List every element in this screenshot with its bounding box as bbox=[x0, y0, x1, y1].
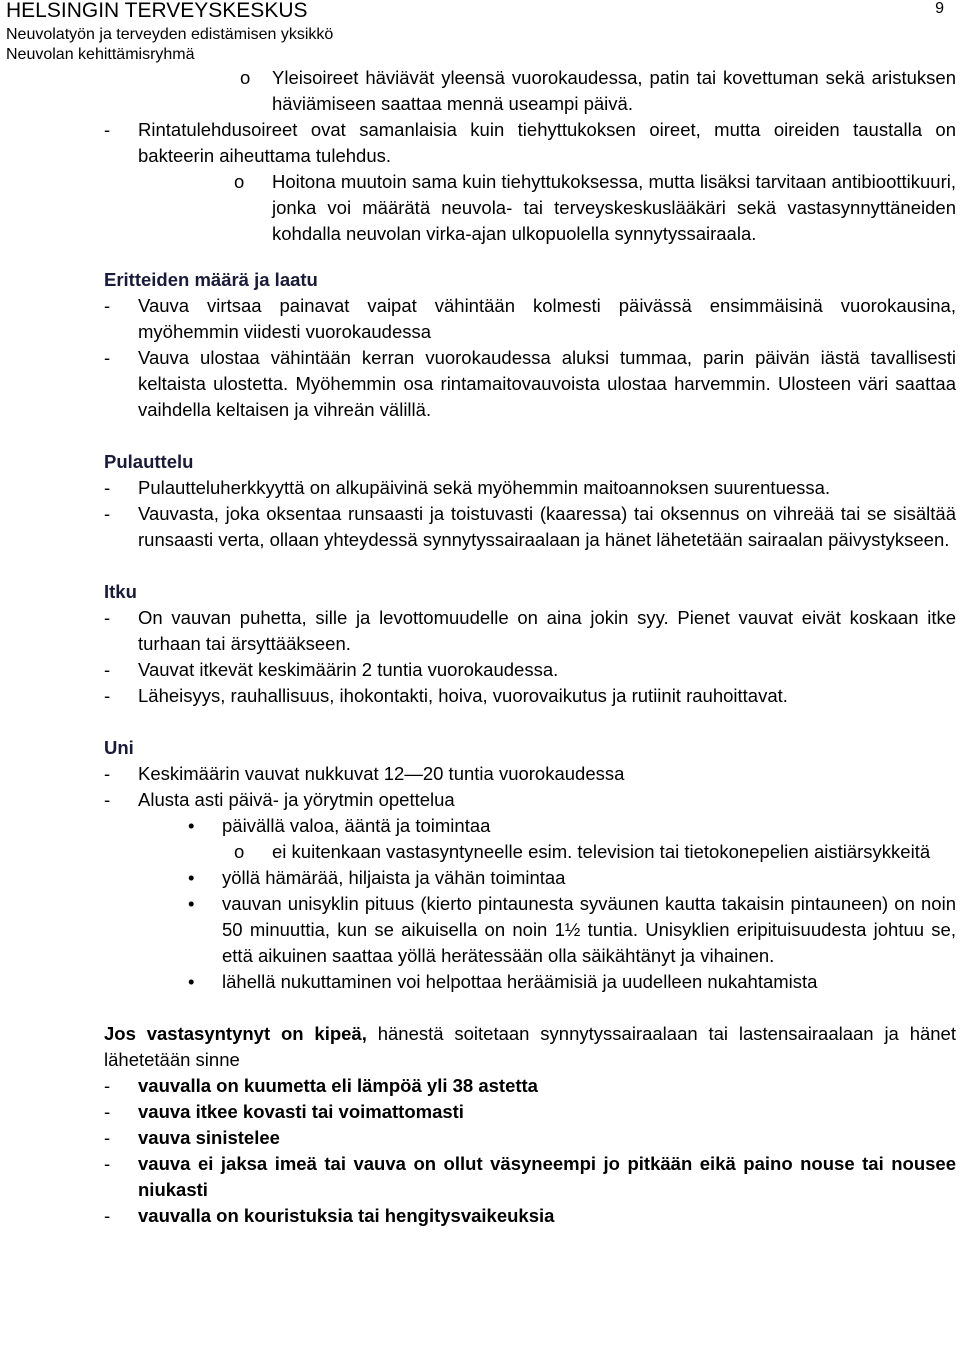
unit-name: Neuvolatyön ja terveyden edistämisen yksikkö bbox=[6, 26, 334, 43]
list-item-text: Vauvasta, joka oksentaa runsaasti ja toistuvasti (kaaressa) tai oksennus on vihreää tai se sisältää runsaasti verta, ollaan yhteydessä synnytyssairaalaan ja hänet lähetetään sairaalan päivystykseen. bbox=[138, 503, 956, 550]
circle-marker: o bbox=[240, 67, 251, 88]
section-heading: Itku bbox=[104, 581, 137, 602]
list-item-text: Vauva virtsaa painavat vaipat vähintään kolmesti päivässä ensimmäisinä vuorokausina, myöhemmin viidesti vuorokaudessa bbox=[138, 295, 956, 342]
bullet-marker: • bbox=[188, 867, 195, 888]
list-item-text: lähellä nukuttaminen voi helpottaa heräämisiä ja uudelleen nukahtamista bbox=[222, 971, 818, 992]
list-item-text: Läheisyys, rauhallisuus, ihokontakti, hoiva, vuorovaikutus ja rutiinit rauhoittavat. bbox=[138, 685, 788, 706]
dash-marker: - bbox=[104, 789, 111, 810]
list-item-text: Rintatulehdusoireet ovat samanlaisia kuin tiehyttukoksen oireet, mutta oireiden taustalla on bakteerin aiheuttama tulehdus. bbox=[138, 119, 956, 166]
bullet-marker: • bbox=[188, 971, 195, 992]
emphasis-text: Jos vastasyntynyt on kipeä, bbox=[104, 1023, 367, 1044]
list-item-text: päivällä valoa, ääntä ja toimintaa bbox=[222, 815, 491, 836]
list-item-text: Alusta asti päivä- ja yörytmin opettelua bbox=[138, 789, 455, 810]
bullet-marker: • bbox=[188, 893, 195, 914]
dash-marker: - bbox=[104, 1101, 111, 1122]
list-item bbox=[104, 1099, 956, 1125]
list-item bbox=[104, 813, 956, 839]
list-item-text: Pulautteluherkkyyttä on alkupäivinä sekä myöhemmin maitoannoksen suurentuessa. bbox=[138, 477, 831, 498]
list-item bbox=[104, 969, 956, 995]
list-item bbox=[104, 839, 956, 865]
list-item bbox=[104, 117, 956, 169]
list-item-text: vauvalla on kouristuksia tai hengitysvaikeuksia bbox=[138, 1205, 555, 1226]
list-item bbox=[104, 1203, 956, 1229]
section-heading: Pulauttelu bbox=[104, 451, 194, 472]
list-item bbox=[104, 345, 956, 423]
dash-marker: - bbox=[104, 295, 111, 316]
list-item bbox=[104, 891, 956, 969]
dash-marker: - bbox=[104, 1075, 111, 1096]
list-item-text: vauvan unisyklin pituus (kierto pintaunesta syväunen kautta takaisin pintauneen) on noin 50 minuuttia, kun se aikuisella on noin 1½ tuntia. Unisyklien eripituisuudesta johtuu se, että aikuinen saattaa yöllä herätessään olla säikähtänyt ja vihainen. bbox=[222, 893, 956, 966]
list-item-text: Hoitona muutoin sama kuin tiehyttukoksessa, mutta lisäksi tarvitaan antibioottikuuri, jonka voi määrätä neuvola- tai terveyskeskuslääkäri sekä vastasynnyttäneiden kohdalla neuvolan virka-ajan ulkopuolella synnytyssairaala. bbox=[272, 171, 956, 244]
dash-marker: - bbox=[104, 607, 111, 628]
list-item-text: Yleisoireet häviävät yleensä vuorokaudessa, patin tai kovettuman sekä aristuksen häviämiseen saattaa mennä useampi päivä. bbox=[272, 67, 956, 114]
list-item-text: vauva itkee kovasti tai voimattomasti bbox=[138, 1101, 464, 1122]
dash-marker: - bbox=[104, 1205, 111, 1226]
page-number: 9 bbox=[935, 0, 944, 17]
dash-marker: - bbox=[104, 685, 111, 706]
list-item bbox=[104, 865, 956, 891]
list-item-text: On vauvan puhetta, sille ja levottomuudelle on aina jokin syy. Pienet vauvat eivät koskaan itke turhaan tai ärsyttääkseen. bbox=[138, 607, 956, 654]
list-item bbox=[104, 787, 956, 813]
dash-marker: - bbox=[104, 763, 111, 784]
document-body bbox=[104, 65, 956, 1229]
list-item bbox=[104, 65, 956, 117]
organization-name: HELSINGIN TERVEYSKESKUS bbox=[6, 0, 308, 22]
list-item-text: vauva sinistelee bbox=[138, 1127, 280, 1148]
paragraph-text: hänestä soitetaan synnytyssairaalaan tai lastensairaalaan ja hänet lähetetään sinne bbox=[104, 1023, 956, 1070]
bullet-marker: • bbox=[188, 815, 195, 836]
list-item bbox=[104, 1151, 956, 1203]
dash-marker: - bbox=[104, 119, 111, 140]
list-item-text: Vauvat itkevät keskimäärin 2 tuntia vuorokaudessa. bbox=[138, 659, 559, 680]
list-item-text: Keskimäärin vauvat nukkuvat 12—20 tuntia vuorokaudessa bbox=[138, 763, 625, 784]
list-item bbox=[104, 1125, 956, 1151]
list-item bbox=[104, 475, 956, 501]
section-heading: Eritteiden määrä ja laatu bbox=[104, 269, 318, 290]
dash-marker: - bbox=[104, 1153, 111, 1174]
list-item-text: ei kuitenkaan vastasyntyneelle esim. television tai tietokonepelien aistiärsykkeitä bbox=[272, 841, 931, 862]
list-item bbox=[104, 293, 956, 345]
list-item bbox=[104, 657, 956, 683]
dash-marker: - bbox=[104, 347, 111, 368]
circle-marker: o bbox=[234, 171, 245, 192]
circle-marker: o bbox=[234, 841, 245, 862]
list-item bbox=[104, 501, 956, 553]
list-item-text: vauva ei jaksa imeä tai vauva on ollut väsyneempi jo pitkään eikä paino nouse tai nousee niukasti bbox=[138, 1153, 956, 1200]
dash-marker: - bbox=[104, 503, 111, 524]
list-item bbox=[104, 761, 956, 787]
section-heading: Uni bbox=[104, 737, 134, 758]
dash-marker: - bbox=[104, 659, 111, 680]
list-item bbox=[104, 605, 956, 657]
list-item-text: yöllä hämärää, hiljaista ja vähän toimintaa bbox=[222, 867, 566, 888]
list-item bbox=[104, 683, 956, 709]
list-item bbox=[104, 1073, 956, 1099]
dash-marker: - bbox=[104, 477, 111, 498]
list-item bbox=[104, 169, 956, 247]
group-name: Neuvolan kehittämisryhmä bbox=[6, 46, 195, 63]
list-item-text: Vauva ulostaa vähintään kerran vuorokaudessa aluksi tummaa, parin päivän iästä tavallisesti keltaista ulostetta. Myöhemmin osa rintamaitovauvoista ulostaa harvemmin. Ulosteen väri saattaa vaihdella keltaisen ja vihreän välillä. bbox=[138, 347, 956, 420]
list-item-text: vauvalla on kuumetta eli lämpöä yli 38 astetta bbox=[138, 1075, 538, 1096]
paragraph bbox=[104, 1021, 956, 1073]
dash-marker: - bbox=[104, 1127, 111, 1148]
